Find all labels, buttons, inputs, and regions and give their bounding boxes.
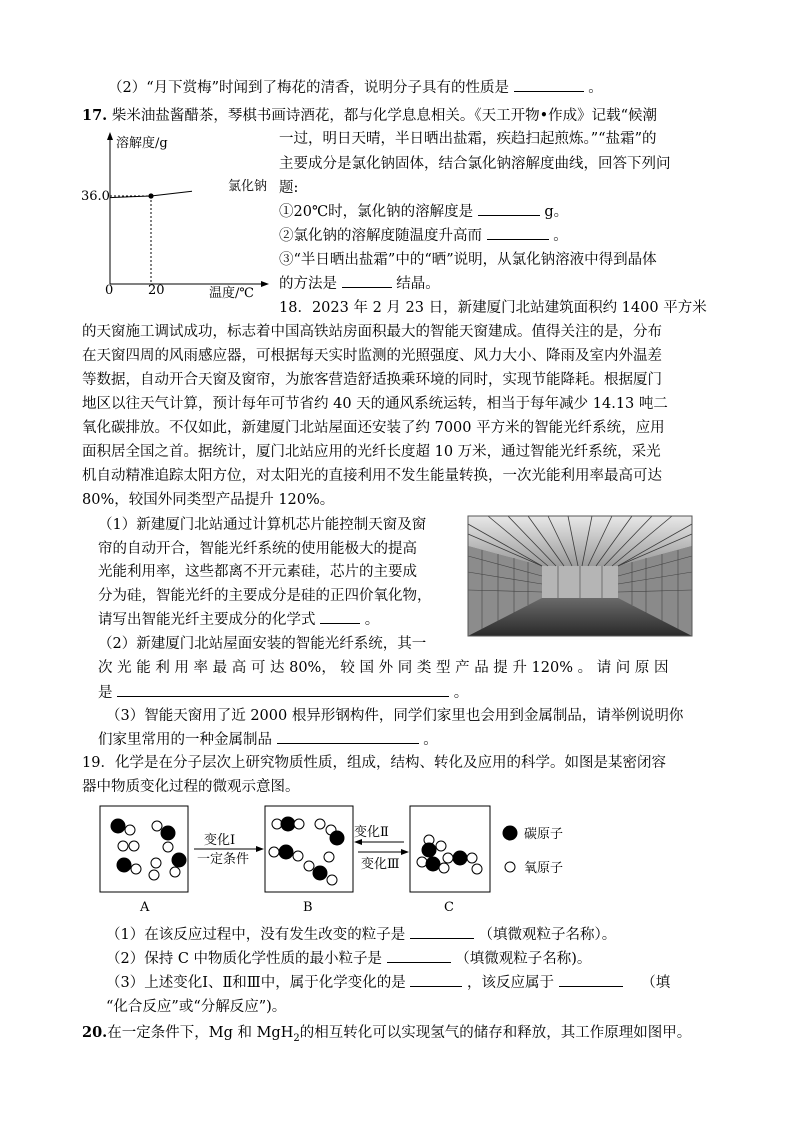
legend-oxygen-label: 氧原子 [524,861,564,876]
q18-line: 在天窗四周的风雨感应器，可根据每天实时监测的光照强度、风力大小、降雨及室内外温差 [82,348,662,364]
q18-part2-answer: 是 。 [98,682,468,704]
answer-blank[interactable] [410,924,474,939]
oxygen-atom [269,847,279,857]
x-tick-label-0: 0 [105,283,114,298]
q19-part1: （1）在该反应过程中，没有发生改变的粒子是 （填微观粒子名称）。 [106,924,616,946]
oxygen-atom [294,819,304,829]
y-axis-arrow [107,132,113,140]
q18-line: 18．2023 年 2 月 23 日，新建厦门北站建筑面积约 1400 平方米 [279,300,707,316]
arrow-3-head [401,849,409,855]
q17-sub3: ③“半日晒出盐霜”中的“晒”说明，从氯化钠溶液中得到晶体 [279,252,657,268]
answer-blank[interactable] [277,729,419,744]
skylight-image [468,516,692,636]
oxygen-atom [439,863,449,873]
answer-blank[interactable] [117,682,449,697]
oxygen-atom [163,842,173,852]
y-tick-label: 36.0 [81,189,110,204]
arrow-3-label: 变化Ⅲ [361,857,400,872]
carbon-atom [172,853,187,868]
y-axis-label: 溶解度/g [116,136,168,151]
oxygen-atom [472,864,482,874]
oxygen-atom [443,853,453,863]
oxygen-atom [417,857,427,867]
carbon-atom [279,845,294,860]
answer-blank[interactable] [387,948,451,963]
q17-sub3b: 的方法是 结晶。 [279,273,440,295]
q19-part3: （3）上述变化Ⅰ、Ⅱ和Ⅲ中，属于化学变化的是 ，该反应属于 （填 [106,972,670,994]
answer-blank[interactable] [487,225,549,240]
oxygen-atom [149,870,159,880]
q18-line: 面积居全国之首。据统计，厦门北站应用的光纤长度超 10 万米，通过智能光纤系统，采光 [82,444,661,460]
answer-blank[interactable] [410,972,462,987]
oxygen-atom [118,841,128,851]
q18-part1-last: 请写出智能光纤主要成分的化学式 。 [98,609,379,631]
answer-blank[interactable] [478,201,540,216]
q17-line3: 主要成分是氯化钠固体，结合氯化钠溶解度曲线，回答下列问 [279,156,671,172]
q18-part1: （1）新建厦门北站通过计算机芯片能控制天窗及窗 [98,517,427,533]
q17-line4: 题: [279,180,299,196]
oxygen-atom [467,853,477,863]
label-a: A [140,900,150,915]
arrow-1-head [256,846,264,852]
answer-blank[interactable] [342,273,392,288]
micro-diagram [96,800,596,920]
answer-blank[interactable] [559,972,623,987]
oxygen-atom [304,861,314,871]
q20-line1: 20.在一定条件下，Mg 和 MgH$_2$的相互转化可以实现氢气的储存和释放，其工作原理如图甲。 [82,1024,692,1044]
answer-blank[interactable] [514,77,584,92]
oxygen-atom [129,841,139,851]
series-label: 氯化钠 [228,179,268,194]
q19-line1: 19．化学是在分子层次上研究物质性质，组成，结构、转化及应用的科学。如图是某密闭容 [82,755,666,771]
legend-carbon-label: 碳原子 [524,827,564,842]
carbon-atom [161,826,176,841]
q18-part3: （3）智能天窗用了近 2000 根异形钢构件，同学们家里也会用到金属制品，请举例说明你 [106,708,684,724]
oxygen-atom [327,875,337,885]
x-tick-label-20: 20 [148,283,165,298]
carbon-atom [313,866,328,881]
q18-part1: 帘的自动开合，智能光纤系统的使用能极大的提高 [98,541,417,557]
q18-line: 的天窗施工调试成功，标志着中国高铁站房面积最大的智能天窗建成。值得关注的是，分布 [82,324,662,340]
carbon-atom [117,858,132,873]
oxygen-atom [151,858,161,868]
oxygen-atom [170,867,180,877]
carbon-atom [281,817,296,832]
x-axis-label: 温度/℃ [209,286,254,301]
answer-blank[interactable] [320,609,360,624]
q19-part2: （2）保持 C 中物质化学性质的最小粒子是 （填微观粒子名称)。 [106,948,591,970]
q17-line1: 17. 柴米油盐酱醋茶，琴棋书画诗酒花，都与化学息息相关。《天工开物•作成》记载“候潮 [82,107,658,124]
carbon-atom [426,857,441,872]
q18-line: 地区以往天气计算，预计每年可节省约 40 天的通风系统运转，相当于每年减少 14.13 吨二 [82,396,668,412]
oxygen-atom [152,821,162,831]
label-c: C [444,900,454,915]
q18-line: 机自动精准追踪太阳方位，对太阳光的直接利用不发生能量转换，一次光能利用率最高可达 [82,468,662,484]
q18-part1: 分为硅，智能光纤的主要成分是硅的正四价氧化物， [98,588,432,604]
solubility-chart [81,128,275,303]
legend-oxygen-icon [505,862,515,872]
oxygen-atom [293,851,303,861]
box-a [100,806,188,892]
q18-line: 80%，较国外同类型产品提升 120%。 [82,492,335,508]
carbon-atom [330,831,345,846]
oxygen-atom [315,819,325,829]
label-b: B [303,900,313,915]
q17-sub1: ①20℃时，氯化钠的溶解度是 g。 [279,201,568,223]
station-photo [468,516,692,636]
oxygen-atom [324,852,334,862]
carbon-atom [422,843,437,858]
oxygen-atom [436,841,446,851]
q17-sub2: ②氯化钠的溶解度随温度升高而 。 [279,225,568,247]
carbon-atom [111,819,126,834]
x-axis-arrow [261,281,269,287]
arrow-2-label: 变化Ⅱ [354,825,389,840]
q17-line2: 一过，明日天晴，半日晒出盐霜，疾趋扫起煎炼。”“盐霜”的 [279,131,657,147]
q18-part3-answer: 们家里常用的一种金属制品 。 [98,729,438,751]
legend-carbon-icon [503,826,518,841]
q16-part2: （2）“月下赏梅”时闻到了梅花的清香，说明分子具有的性质是 。 [108,77,603,99]
carbon-atom [453,851,468,866]
q18-line: 等数据，自动开合天窗及窗帘，为旅客营造舒适换乘环境的同时，实现节能降耗。根据厦门 [82,372,662,388]
q18-line: 氧化碳排放。不仅如此，新建厦门北站屋面还安装了约 7000 平方米的智能光纤系统，应用 [82,420,665,436]
oxygen-atom [131,864,141,874]
q19-line2: 器中物质变化过程的微观示意图。 [82,779,300,795]
arrow-1-condition: 一定条件 [197,852,250,867]
q19-part3-cont: “化合反应”或“分解反应”)。 [106,999,287,1015]
q18-part2: （2）新建厦门北站屋面安装的智能光纤系统，其一 [98,636,427,652]
oxygen-atom [125,825,135,835]
q18-part1: 光能利用率，这些都离不开元素硅，芯片的主要成 [98,564,417,580]
q18-part2: 次 光 能 利 用 率 最 高 可 达 80%， 较 国 外 同 类 型 产 品 提 升 120% 。 请 问 原 因 [98,660,669,676]
arrow-1-label: 变化Ⅰ [204,833,236,848]
data-point [148,193,153,198]
